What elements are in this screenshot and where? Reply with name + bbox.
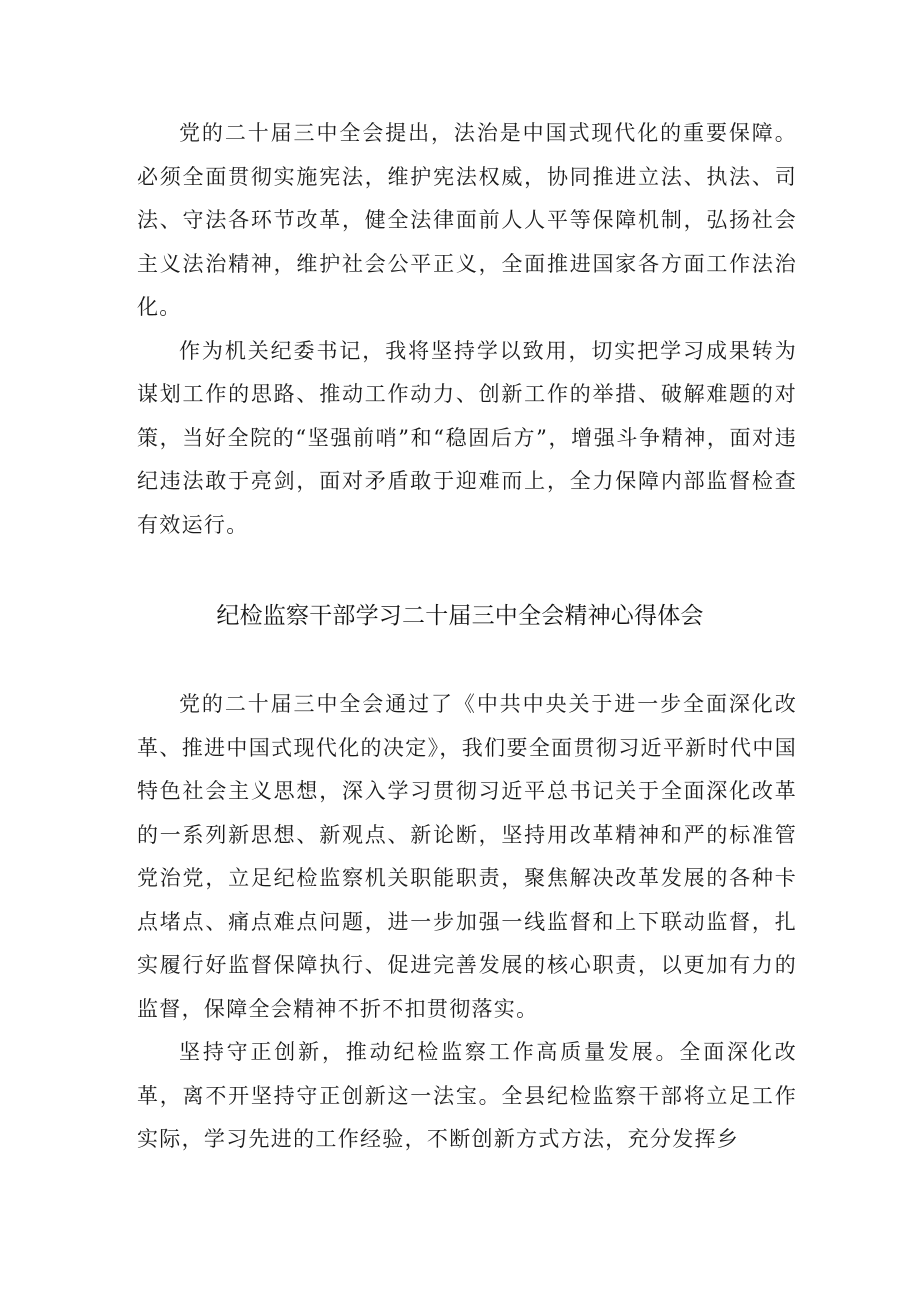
article-title: 纪检监察干部学习二十届三中全会精神心得体会 xyxy=(216,603,704,629)
paragraph: 坚持守正创新，推动纪检监察工作高质量发展。全面深化改革，离不开坚持守正创新这一法宝。全县纪检监察干部将立足工作实际，学习先进的工作经验，不断创新方式方法，充分发挥乡 xyxy=(137,1040,797,1151)
section-one-body xyxy=(137,112,797,547)
paragraph: 党的二十届三中全会通过了《中共中央关于进一步全面深化改革、推进中国式现代化的决定》，我们要全面贯彻习近平新时代中国特色社会主义思想，深入学习贯彻习近平总书记关于全面深化改革的一系列新思想、新观点、新论断，坚持用改革精神和严的标准管党治党，立足纪检监察机关职能职责，聚焦解决改革发展的各种卡点堵点、痛点难点问题，进一步加强一线监督和上下联动监督，扎实履行好监督保障执行、促进完善发展的核心职责，以更加有力的监督，保障全会精神不折不扣贯彻落实。 xyxy=(137,692,797,1021)
paragraph: 党的二十届三中全会提出，法治是中国式现代化的重要保障。必须全面贯彻实施宪法，维护宪法权威，协同推进立法、执法、司法、守法各环节改革，健全法律面前人人平等保障机制，弘扬社会主义法治精神，维护社会公平正义，全面推进国家各方面工作法治化。 xyxy=(137,121,797,319)
article-body xyxy=(137,683,797,1162)
paragraph: 作为机关纪委书记，我将坚持学以致用，切实把学习成果转为谋划工作的思路、推动工作动力、创新工作的举措、破解难题的对策，当好全院的“坚强前哨”和“稳固后方”，增强斗争精神，面对违纪违法敢于亮剑，面对矛盾敢于迎难而上，全力保障内部监督检查有效运行。 xyxy=(137,338,797,537)
